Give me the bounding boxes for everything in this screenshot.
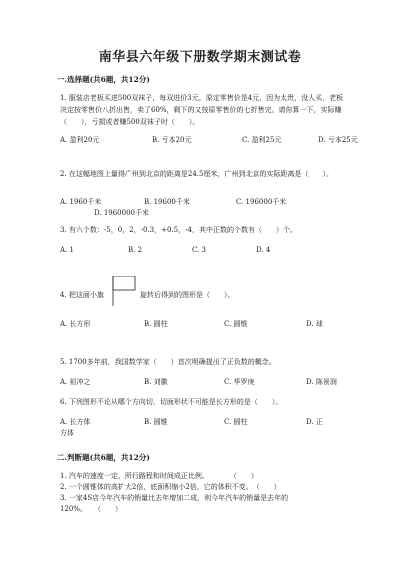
q2-option-b[interactable]: B. 19600千米 xyxy=(144,198,190,206)
section-choice-heading: 一.选择题(共6题，共12分) xyxy=(57,75,150,84)
question-5: 5. 1700多年前，我国数学家（ ）首次明确提出了正负数的概念。 xyxy=(60,358,276,366)
question-4-start: 4. 把这面小旗 xyxy=(60,291,104,299)
q2-option-a[interactable]: A. 1960千米 xyxy=(60,198,102,206)
q3-option-b[interactable]: B. 2 xyxy=(128,246,143,254)
flag-figure xyxy=(112,276,136,306)
question-4-options xyxy=(60,318,360,330)
question-6-options-row2 xyxy=(60,427,360,439)
q4-option-b[interactable]: B. 圆柱 xyxy=(144,320,168,328)
judgement-3: 3. 一家4S店今年汽车的销量比去年增加二成，则今年汽车的销量是去年的 xyxy=(60,494,289,502)
q6-option-a-cont: 方体 xyxy=(60,429,74,437)
section-judgement-heading: 二.判断题(共6题，共12分) xyxy=(57,453,150,462)
q2-option-c[interactable]: C. 196000千米 xyxy=(236,198,287,206)
q1-option-a[interactable]: A. 盈利20元 xyxy=(60,136,100,144)
judgement-2: 2. 一个圆锥体的高扩大2倍，底面积缩小2倍，它的体积不变。 （ ） xyxy=(60,483,281,491)
q1-option-b[interactable]: B. 亏本20元 xyxy=(152,136,192,144)
judgement-1: 1. 汽车的速度一定，所行路程和时间成正比例。 （ ） xyxy=(60,472,258,480)
q5-option-b[interactable]: B. 刘徽 xyxy=(144,378,168,386)
q2-option-d[interactable]: D. 1960000千米 xyxy=(94,209,149,217)
q1-option-c[interactable]: C. 盈利25元 xyxy=(242,136,282,144)
question-1-options xyxy=(60,134,360,146)
q4-option-a[interactable]: A. 长方形 xyxy=(60,320,91,328)
q5-option-a[interactable]: A. 祖冲之 xyxy=(60,378,91,386)
q3-option-d[interactable]: D. 4 xyxy=(256,246,271,254)
question-4-end: 旋转后得到的图形是（ ）。 xyxy=(140,291,235,299)
question-6: 6. 下列图形不论从哪个方向切，切面形状不可能是长方形的是（ ）。 xyxy=(60,398,283,406)
q4-option-d[interactable]: D. 球 xyxy=(306,320,323,328)
q6-option-b[interactable]: B. 圆锥 xyxy=(144,418,168,426)
question-1: 1. 服装店老板买进500双袜子，每双进价3元，原定零售价是4元，因为太贵，没人买，老板决定按零售价八折出售，卖了60%，剩下的又按原零售价的七折售完。请你算一下，实际赚（ ），亏损或者赚500双袜子时（ ）。 xyxy=(60,94,344,126)
q6-option-c[interactable]: C. 圆柱 xyxy=(224,418,248,426)
q1-option-d[interactable]: D. 亏本25元 xyxy=(318,136,358,144)
q6-option-d[interactable]: D. 正 xyxy=(306,418,323,426)
page-title: 南华县六年级下册数学期末测试卷 xyxy=(98,50,302,65)
q3-option-a[interactable]: A. 1 xyxy=(60,246,74,254)
q4-option-c[interactable]: C. 圆锥 xyxy=(224,320,248,328)
q6-option-a[interactable]: A. 长方体 xyxy=(60,418,91,426)
q5-option-c[interactable]: C. 华罗庚 xyxy=(224,378,255,386)
q5-option-d[interactable]: D. 陈景润 xyxy=(306,378,337,386)
question-5-options xyxy=(60,376,360,388)
q3-option-c[interactable]: C. 3 xyxy=(192,246,207,254)
judgement-3-cont: 120%。 （ ） xyxy=(60,505,123,513)
question-3-options xyxy=(60,244,360,256)
question-3: 3. 有六个数：-5，0，2，-0.3，+0.5，-4，其中正数的个数有（ ）个。 xyxy=(60,226,297,234)
question-2: 2. 在这幅地图上量得广州到北京的距离是24.5厘米，广州到北京的实际距离是（ ）。 xyxy=(60,170,333,178)
question-2-options-row2 xyxy=(60,207,360,219)
